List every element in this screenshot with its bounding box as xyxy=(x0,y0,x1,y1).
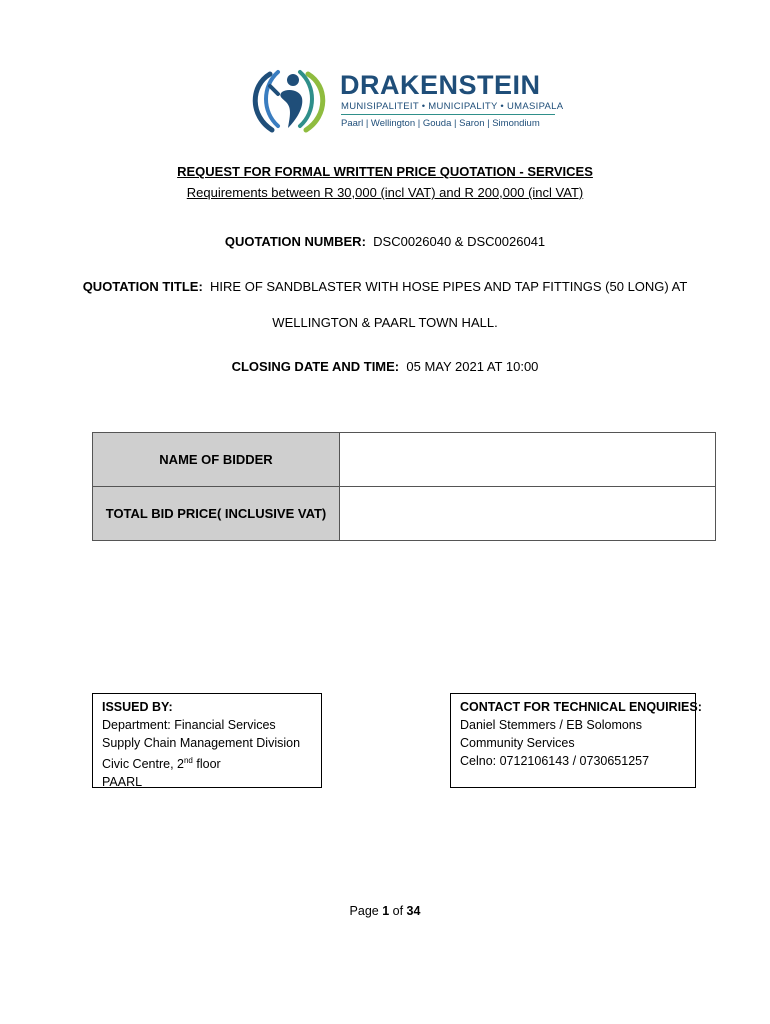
quotation-number xyxy=(0,234,770,249)
quotation-title xyxy=(0,279,770,294)
total-bid-price-label: TOTAL BID PRICE( INCLUSIVE VAT) xyxy=(93,487,340,541)
requirements-line: Requirements between R 30,000 (incl VAT) and R 200,000 (incl VAT) xyxy=(186,185,584,200)
page-number: Page 1 of 34 xyxy=(349,904,421,918)
contact-department: Community Services xyxy=(460,736,575,750)
closing-date-label: CLOSING DATE AND TIME: xyxy=(231,359,400,374)
technical-contact-box xyxy=(450,693,702,788)
issued-by-city: PAARL xyxy=(102,775,143,790)
contact-phone: Celno: 0712106143 / 0730651257 xyxy=(460,754,650,768)
logo-name: DRAKENSTEIN xyxy=(340,70,541,100)
logo-towns: Paarl | Wellington | Gouda | Saron | Simondium xyxy=(341,118,540,129)
drakenstein-logo xyxy=(248,64,568,138)
table-row xyxy=(93,433,716,487)
municipality-emblem-icon xyxy=(248,64,330,136)
total-bid-price-field[interactable] xyxy=(340,487,716,541)
logo-subtitle: MUNISIPALITEIT • MUNICIPALITY • UMASIPALA xyxy=(341,101,564,112)
issued-by-division: Supply Chain Management Division xyxy=(102,736,301,750)
document-title: REQUEST FOR FORMAL WRITTEN PRICE QUOTATION - SERVICES xyxy=(177,164,593,179)
issued-by-address: Civic Centre, 2nd floor xyxy=(102,756,221,772)
contact-names: Daniel Stemmers / EB Solomons xyxy=(460,718,643,732)
name-of-bidder-field[interactable] xyxy=(340,433,716,487)
closing-date xyxy=(0,359,770,374)
contact-heading: CONTACT FOR TECHNICAL ENQUIRIES: xyxy=(460,700,702,714)
name-of-bidder-label: NAME OF BIDDER xyxy=(93,433,340,487)
quotation-number-label: QUOTATION NUMBER: xyxy=(224,234,366,249)
table-row xyxy=(93,487,716,541)
quotation-number-value: DSC0026040 & DSC0026041 xyxy=(373,234,546,249)
quotation-title-value-line2: WELLINGTON & PAARL TOWN HALL. xyxy=(272,315,498,330)
issued-by-heading: ISSUED BY: xyxy=(102,700,173,714)
closing-date-value: 05 MAY 2021 AT 10:00 xyxy=(406,359,539,374)
logo-divider xyxy=(341,114,555,115)
bidder-table xyxy=(92,432,716,541)
issued-by-department: Department: Financial Services xyxy=(102,718,276,732)
issued-by-box xyxy=(92,693,322,788)
quotation-title-label: QUOTATION TITLE: xyxy=(82,279,203,294)
quotation-title-value-line1: HIRE OF SANDBLASTER WITH HOSE PIPES AND TAP FITTINGS (50 LONG) AT xyxy=(210,279,688,294)
